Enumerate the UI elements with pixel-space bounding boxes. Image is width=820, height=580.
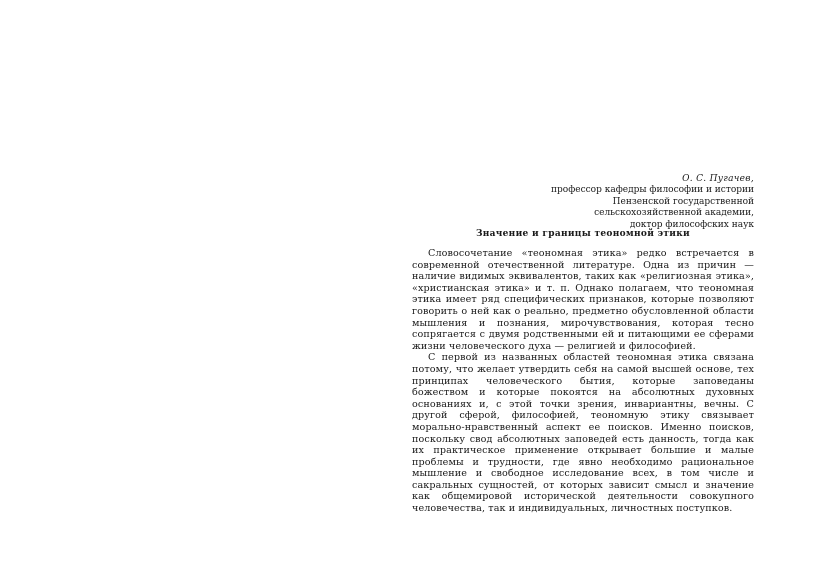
- author-name: О. С. Пугачев,: [682, 174, 754, 184]
- author-info: [420, 174, 754, 231]
- author-position: профессор кафедры философии и истории: [551, 185, 754, 196]
- paragraph-1: Словосочетание «теономная этика» редко встречается в современной отечественной литературе. Одна из причин — наличие видимых эквивалентов, таких как «религиозная этика», «христианская этика» и т. п. Однако полагаем, что теономная этика имеет ряд специфических признаков, которые позволяют говорить о ней как о реально, предметно обусловленной области мышления и познания, мирочувствования, которая тесно сопрягается с двумя родственными ей и питающими ее сферами жизни человеческого духа — религией и философией.: [412, 248, 754, 352]
- author-institution-line1: Пензенской государственной: [612, 196, 754, 207]
- author-degree: доктор философских наук: [629, 219, 754, 230]
- article-body: [412, 248, 754, 515]
- paragraph-2: С первой из названных областей теономная этика связана потому, что желает утвердить себя на самой высшей основе, тех принципах человеческого бытия, которые заповеданы божеством и которые покоятся на абсолютных духовных основаниях и, с этой точки зрения, инвариантны, вечны. С другой сферой, философией, теономную этику связывает морально-нравственный аспект ее поисков. Именно поисков, поскольку свод абсолютных заповедей есть данность, тогда как их практическое применение открывает большие и малые проблемы и трудности, где явно необходимо рациональное мышление и свободное исследование всех, в том числе и сакральных сущностей, от которых зависит смысл и значение как общемировой исторической деятельности совокупного человечества, так и индивидуальных, личностных поступков.: [412, 352, 754, 515]
- article-title: Значение и границы теономной этики: [475, 229, 691, 239]
- author-institution-line2: сельскохозяйственной академии,: [594, 208, 754, 219]
